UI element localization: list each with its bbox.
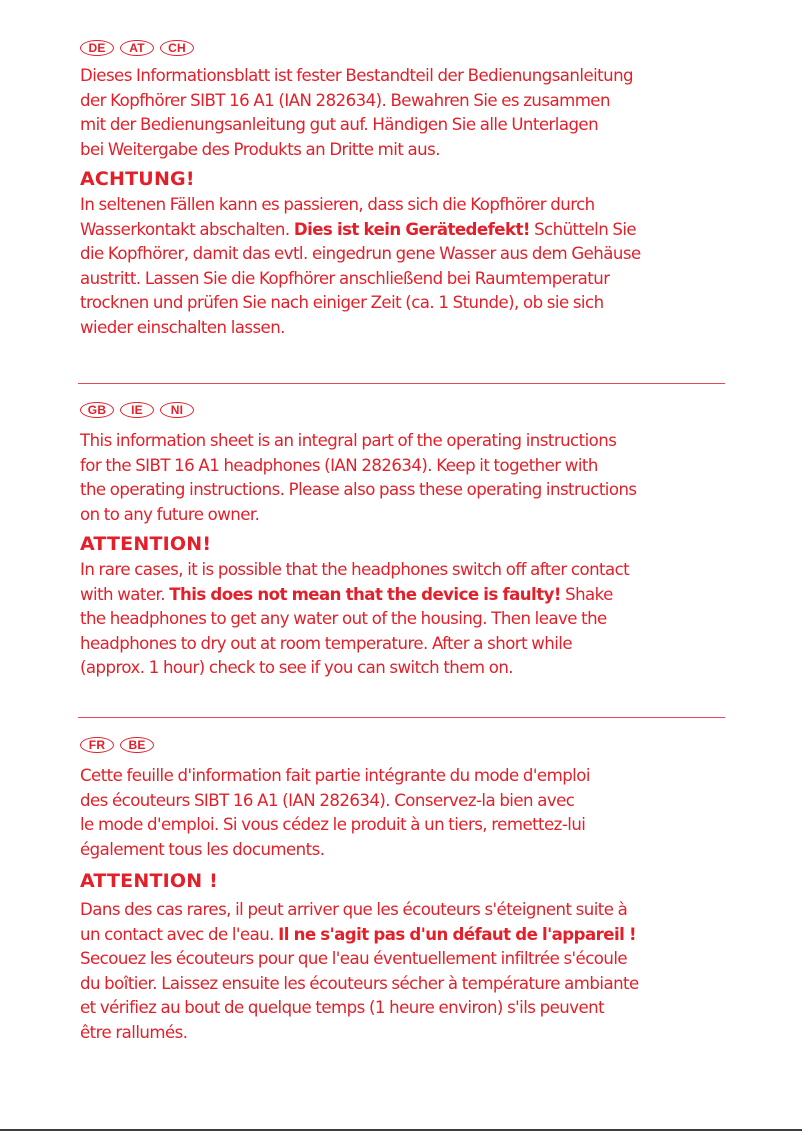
warning-line: In rare cases, it is possible that the headphones switch off after contact — [80, 560, 630, 579]
warning-emphasis: Il ne s'agit pas d'un défaut de l'appareil ! — [278, 924, 636, 944]
country-badges — [80, 38, 760, 58]
warning-line: austritt. Lassen Sie die Kopfhörer anschließend bei Raumtemperatur — [80, 268, 610, 288]
country-badge-de: DE — [80, 40, 114, 56]
country-badges — [80, 735, 760, 755]
warning-line: Secouez les écouteurs pour que l'eau éventuellement infiltrée s'écoule — [80, 949, 628, 968]
section-divider — [78, 717, 725, 718]
intro-line: der Kopfhörer SIBT 16 A1 (IAN 282634). Bewahren Sie es zusammen — [80, 90, 610, 110]
country-badge-at: AT — [120, 40, 154, 56]
intro-line: This information sheet is an integral part of the operating instructions — [80, 431, 617, 450]
warning-line: et vérifiez au bout de quelque temps (1 heure environ) s'ils peuvent — [80, 998, 605, 1017]
warning-text: un contact avec de l'eau. — [80, 924, 279, 944]
warning-line: trocknen und prüfen Sie nach einiger Zeit (ca. 1 Stunde), ob sie sich — [80, 293, 604, 312]
country-badge-ni: NI — [160, 402, 194, 418]
intro-line: le mode d'emploi. Si vous cédez le produit à un tiers, remettez-lui — [80, 815, 586, 834]
warning-line: wieder einschalten lassen. — [80, 317, 285, 337]
warning-paragraph — [80, 558, 760, 681]
warning-text: Wasserkontakt abschalten. — [80, 219, 294, 239]
country-badges — [80, 400, 760, 420]
warning-line: the headphones to get any water out of the housing. Then leave the — [80, 609, 607, 628]
intro-line: for the SIBT 16 A1 headphones (IAN 282634). Keep it together with — [80, 455, 598, 475]
intro-line: mit der Bedienungsanleitung gut auf. Händigen Sie alle Unterlagen — [80, 115, 599, 134]
warning-emphasis: Dies ist kein Gerätedefekt! — [293, 219, 530, 239]
intro-line: on to any future owner. — [80, 504, 260, 524]
section-english — [80, 400, 760, 681]
intro-line: également tous les documents. — [80, 839, 325, 859]
warning-emphasis: This does not mean that the device is faulty! — [169, 584, 561, 604]
warning-line: être rallumés. — [80, 1022, 188, 1042]
warning-heading: ACHTUNG! — [80, 168, 195, 190]
warning-line — [80, 218, 760, 243]
intro-paragraph — [80, 764, 760, 862]
warning-text: with water. — [80, 584, 170, 604]
warning-text: Shake — [560, 584, 613, 604]
section-german — [80, 38, 760, 340]
country-badge-be: BE — [120, 737, 154, 753]
warning-line: (approx. 1 hour) check to see if you can switch them on. — [80, 658, 514, 677]
country-badge-ie: IE — [120, 402, 154, 418]
warning-text: Schütteln Sie — [529, 219, 637, 239]
warning-line: die Kopfhörer, damit das evtl. eingedrun gene Wasser aus dem Gehäuse — [80, 244, 641, 263]
warning-line: headphones to dry out at room temperature. After a short while — [80, 633, 573, 653]
section-divider — [78, 383, 725, 384]
warning-heading: ATTENTION ! — [80, 870, 219, 892]
intro-line: bei Weitergabe des Produkts an Dritte mit aus. — [80, 139, 440, 159]
section-french — [80, 735, 760, 1045]
warning-heading: ATTENTION! — [80, 533, 212, 555]
warning-line — [80, 923, 760, 948]
intro-line: the operating instructions. Please also pass these operating instructions — [80, 480, 637, 499]
warning-line: In seltenen Fällen kann es passieren, dass sich die Kopfhörer durch — [80, 195, 595, 214]
warning-line: Dans des cas rares, il peut arriver que les écouteurs s'éteignent suite à — [80, 900, 628, 919]
warning-line — [80, 583, 760, 608]
intro-line: Cette feuille d'information fait partie intégrante du mode d'emploi — [80, 766, 590, 785]
warning-paragraph — [80, 193, 760, 340]
warning-line: du boîtier. Laissez ensuite les écouteurs sécher à température ambiante — [80, 973, 639, 993]
country-badge-fr: FR — [80, 737, 114, 753]
warning-paragraph — [80, 898, 760, 1045]
intro-paragraph — [80, 429, 760, 527]
country-badge-gb: GB — [80, 402, 114, 418]
intro-line: des écouteurs SIBT 16 A1 (IAN 282634). Conservez-la bien avec — [80, 790, 575, 810]
intro-paragraph — [80, 64, 760, 162]
country-badge-ch: CH — [160, 40, 194, 56]
intro-line: Dieses Informationsblatt ist fester Bestandteil der Bedienungsanleitung — [80, 66, 634, 85]
